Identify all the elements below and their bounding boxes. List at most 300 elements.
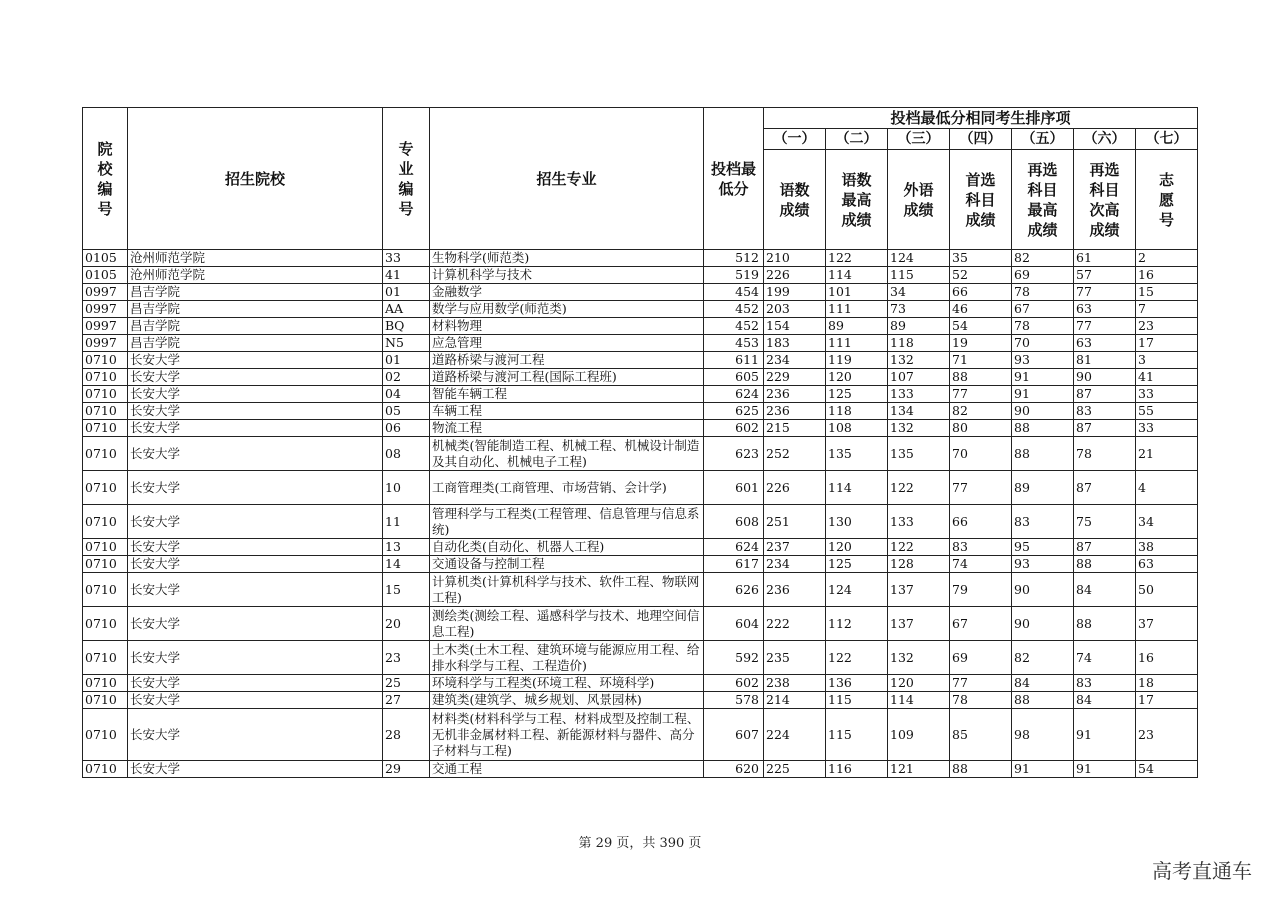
cell-major-code: 08 [383,437,430,471]
cell-order-3: 89 [888,318,950,335]
cell-school-name: 长安大学 [128,437,383,471]
cell-order-6: 83 [1074,403,1136,420]
cell-major-code: 13 [383,539,430,556]
cell-school-name: 长安大学 [128,692,383,709]
header-item-4: 首选科目成绩 [950,150,1012,250]
cell-order-4: 46 [950,301,1012,318]
cell-major-code: AA [383,301,430,318]
cell-order-2: 89 [826,318,888,335]
cell-min-score: 626 [704,573,764,607]
cell-major-code: 06 [383,420,430,437]
cell-order-3: 109 [888,709,950,761]
cell-order-5: 88 [1012,420,1074,437]
cell-major-name: 计算机类(计算机科学与技术、软件工程、物联网工程) [430,573,704,607]
cell-order-1: 251 [764,505,826,539]
cell-min-score: 623 [704,437,764,471]
cell-order-7: 55 [1136,403,1198,420]
table-row [83,352,1198,369]
cell-order-4: 70 [950,437,1012,471]
header-school-name: 招生院校 [128,108,383,250]
cell-order-5: 91 [1012,386,1074,403]
cell-order-6: 87 [1074,386,1136,403]
cell-major-code: 01 [383,284,430,301]
cell-min-score: 452 [704,318,764,335]
table-row [83,403,1198,420]
cell-order-1: 238 [764,675,826,692]
cell-order-6: 83 [1074,675,1136,692]
cell-major-name: 管理科学与工程类(工程管理、信息管理与信息系统) [430,505,704,539]
cell-school-name: 昌吉学院 [128,318,383,335]
cell-min-score: 605 [704,369,764,386]
cell-order-3: 120 [888,675,950,692]
cell-order-4: 35 [950,250,1012,267]
cell-order-7: 21 [1136,437,1198,471]
cell-order-2: 112 [826,607,888,641]
cell-major-name: 交通工程 [430,761,704,778]
header-item-2: 语数最高成绩 [826,150,888,250]
cell-order-7: 17 [1136,692,1198,709]
cell-order-3: 114 [888,692,950,709]
cell-order-1: 236 [764,403,826,420]
cell-order-6: 63 [1074,335,1136,352]
cell-major-code: N5 [383,335,430,352]
cell-min-score: 602 [704,420,764,437]
table-row [83,505,1198,539]
cell-school-code: 0710 [83,352,128,369]
cell-order-5: 88 [1012,437,1074,471]
cell-order-1: 235 [764,641,826,675]
cell-school-code: 0997 [83,301,128,318]
cell-order-3: 124 [888,250,950,267]
cell-order-2: 114 [826,267,888,284]
table-row [83,675,1198,692]
cell-major-name: 金融数学 [430,284,704,301]
cell-school-name: 沧州师范学院 [128,250,383,267]
cell-order-6: 77 [1074,284,1136,301]
cell-major-code: 14 [383,556,430,573]
cell-major-code: 33 [383,250,430,267]
cell-order-7: 23 [1136,709,1198,761]
cell-major-name: 车辆工程 [430,403,704,420]
cell-major-name: 环境科学与工程类(环境工程、环境科学) [430,675,704,692]
cell-order-6: 87 [1074,471,1136,505]
cell-order-2: 115 [826,709,888,761]
cell-order-2: 130 [826,505,888,539]
cell-order-4: 82 [950,403,1012,420]
cell-order-1: 222 [764,607,826,641]
cell-order-6: 63 [1074,301,1136,318]
cell-order-7: 50 [1136,573,1198,607]
cell-order-1: 226 [764,471,826,505]
cell-order-5: 90 [1012,607,1074,641]
cell-major-code: 23 [383,641,430,675]
cell-min-score: 620 [704,761,764,778]
cell-school-code: 0710 [83,556,128,573]
table-row [83,471,1198,505]
cell-order-7: 15 [1136,284,1198,301]
cell-school-name: 长安大学 [128,761,383,778]
cell-order-4: 54 [950,318,1012,335]
cell-order-7: 54 [1136,761,1198,778]
cell-major-name: 应急管理 [430,335,704,352]
cell-school-code: 0105 [83,250,128,267]
cell-school-name: 长安大学 [128,471,383,505]
cell-order-7: 16 [1136,267,1198,284]
table-row [83,761,1198,778]
cell-min-score: 512 [704,250,764,267]
header-order-2: （二） [826,129,888,150]
cell-major-code: 04 [383,386,430,403]
cell-order-1: 226 [764,267,826,284]
cell-order-5: 91 [1012,369,1074,386]
cell-major-name: 材料物理 [430,318,704,335]
cell-major-name: 测绘类(测绘工程、遥感科学与技术、地理空间信息工程) [430,607,704,641]
cell-major-code: 01 [383,352,430,369]
cell-order-4: 88 [950,369,1012,386]
cell-school-name: 长安大学 [128,675,383,692]
watermark: 高考直通车 [1152,859,1252,883]
cell-order-4: 77 [950,471,1012,505]
cell-order-2: 135 [826,437,888,471]
cell-min-score: 452 [704,301,764,318]
cell-school-name: 昌吉学院 [128,335,383,352]
cell-order-4: 79 [950,573,1012,607]
cell-order-7: 17 [1136,335,1198,352]
header-order-7: （七） [1136,129,1198,150]
cell-order-1: 224 [764,709,826,761]
cell-order-4: 67 [950,607,1012,641]
cell-order-3: 135 [888,437,950,471]
header-order-4: （四） [950,129,1012,150]
table-row [83,284,1198,301]
cell-order-2: 115 [826,692,888,709]
cell-school-code: 0710 [83,386,128,403]
cell-school-name: 长安大学 [128,539,383,556]
cell-order-5: 83 [1012,505,1074,539]
cell-order-3: 133 [888,505,950,539]
header-order-6: （六） [1074,129,1136,150]
cell-order-5: 90 [1012,573,1074,607]
cell-order-4: 66 [950,284,1012,301]
cell-school-code: 0710 [83,573,128,607]
cell-school-name: 长安大学 [128,709,383,761]
table-row [83,641,1198,675]
cell-order-2: 136 [826,675,888,692]
cell-order-3: 132 [888,641,950,675]
cell-order-2: 124 [826,573,888,607]
cell-order-6: 91 [1074,761,1136,778]
cell-order-2: 125 [826,556,888,573]
cell-order-6: 84 [1074,692,1136,709]
cell-order-5: 78 [1012,318,1074,335]
cell-order-6: 87 [1074,539,1136,556]
cell-order-1: 215 [764,420,826,437]
cell-order-5: 88 [1012,692,1074,709]
cell-order-1: 234 [764,556,826,573]
cell-order-2: 119 [826,352,888,369]
table-row [83,709,1198,761]
cell-school-code: 0997 [83,284,128,301]
header-item-7: 志愿号 [1136,150,1198,250]
cell-min-score: 592 [704,641,764,675]
cell-order-4: 78 [950,692,1012,709]
cell-order-3: 133 [888,386,950,403]
cell-order-1: 183 [764,335,826,352]
cell-order-5: 70 [1012,335,1074,352]
cell-order-1: 234 [764,352,826,369]
cell-order-1: 214 [764,692,826,709]
cell-order-4: 69 [950,641,1012,675]
cell-order-6: 77 [1074,318,1136,335]
cell-order-6: 91 [1074,709,1136,761]
header-order-1: （一） [764,129,826,150]
cell-school-name: 长安大学 [128,573,383,607]
cell-order-5: 84 [1012,675,1074,692]
cell-major-name: 交通设备与控制工程 [430,556,704,573]
table-row [83,335,1198,352]
cell-major-code: BQ [383,318,430,335]
cell-order-4: 77 [950,386,1012,403]
cell-min-score: 602 [704,675,764,692]
table-row [83,607,1198,641]
cell-min-score: 454 [704,284,764,301]
table-row [83,267,1198,284]
table-row [83,692,1198,709]
cell-major-name: 道路桥梁与渡河工程 [430,352,704,369]
cell-school-name: 长安大学 [128,641,383,675]
cell-min-score: 607 [704,709,764,761]
cell-order-5: 78 [1012,284,1074,301]
header-tiebreak-title: 投档最低分相同考生排序项 [764,108,1198,129]
cell-major-code: 25 [383,675,430,692]
cell-school-code: 0710 [83,761,128,778]
cell-order-3: 118 [888,335,950,352]
cell-order-7: 33 [1136,420,1198,437]
cell-major-name: 智能车辆工程 [430,386,704,403]
table-row [83,250,1198,267]
cell-order-7: 18 [1136,675,1198,692]
cell-school-name: 长安大学 [128,352,383,369]
cell-order-5: 67 [1012,301,1074,318]
admission-score-table [82,107,1198,778]
cell-major-code: 20 [383,607,430,641]
cell-min-score: 625 [704,403,764,420]
cell-min-score: 611 [704,352,764,369]
header-major-code: 专业编号 [383,108,430,250]
cell-order-3: 34 [888,284,950,301]
cell-major-code: 27 [383,692,430,709]
cell-order-4: 83 [950,539,1012,556]
cell-order-2: 122 [826,641,888,675]
cell-school-name: 昌吉学院 [128,301,383,318]
cell-min-score: 624 [704,539,764,556]
cell-school-name: 长安大学 [128,505,383,539]
cell-school-code: 0710 [83,709,128,761]
cell-major-name: 建筑类(建筑学、城乡规划、风景园林) [430,692,704,709]
cell-school-code: 0710 [83,641,128,675]
cell-school-code: 0710 [83,692,128,709]
cell-order-7: 2 [1136,250,1198,267]
cell-order-3: 115 [888,267,950,284]
cell-min-score: 519 [704,267,764,284]
cell-major-name: 计算机科学与技术 [430,267,704,284]
cell-major-code: 15 [383,573,430,607]
cell-order-2: 120 [826,539,888,556]
cell-major-name: 土木类(土木工程、建筑环境与能源应用工程、给排水科学与工程、工程造价) [430,641,704,675]
table-row [83,301,1198,318]
cell-major-code: 10 [383,471,430,505]
cell-major-name: 生物科学(师范类) [430,250,704,267]
cell-school-name: 沧州师范学院 [128,267,383,284]
cell-order-2: 101 [826,284,888,301]
cell-order-4: 74 [950,556,1012,573]
cell-order-6: 74 [1074,641,1136,675]
header-item-1: 语数成绩 [764,150,826,250]
cell-order-2: 122 [826,250,888,267]
cell-order-1: 229 [764,369,826,386]
cell-school-name: 长安大学 [128,420,383,437]
cell-order-1: 225 [764,761,826,778]
cell-order-7: 23 [1136,318,1198,335]
cell-min-score: 624 [704,386,764,403]
cell-order-5: 90 [1012,403,1074,420]
cell-order-2: 108 [826,420,888,437]
cell-order-6: 88 [1074,607,1136,641]
cell-order-2: 120 [826,369,888,386]
header-order-3: （三） [888,129,950,150]
cell-order-5: 69 [1012,267,1074,284]
cell-order-7: 63 [1136,556,1198,573]
cell-major-code: 29 [383,761,430,778]
cell-order-4: 52 [950,267,1012,284]
cell-major-name: 材料类(材料科学与工程、材料成型及控制工程、无机非金属材料工程、新能源材料与器件、高分子材料与工程) [430,709,704,761]
cell-school-code: 0710 [83,437,128,471]
cell-order-6: 81 [1074,352,1136,369]
header-school-code: 院校编号 [83,108,128,250]
header-item-6: 再选科目次高成绩 [1074,150,1136,250]
cell-order-4: 80 [950,420,1012,437]
cell-major-name: 自动化类(自动化、机器人工程) [430,539,704,556]
cell-order-4: 85 [950,709,1012,761]
cell-order-2: 116 [826,761,888,778]
cell-order-3: 137 [888,607,950,641]
table-row [83,369,1198,386]
cell-order-5: 82 [1012,250,1074,267]
cell-order-2: 114 [826,471,888,505]
cell-order-6: 90 [1074,369,1136,386]
cell-school-code: 0710 [83,369,128,386]
cell-order-1: 252 [764,437,826,471]
cell-school-code: 0710 [83,505,128,539]
table-row [83,420,1198,437]
cell-order-4: 19 [950,335,1012,352]
cell-order-6: 87 [1074,420,1136,437]
cell-order-2: 111 [826,335,888,352]
cell-order-2: 118 [826,403,888,420]
cell-order-7: 33 [1136,386,1198,403]
cell-major-code: 28 [383,709,430,761]
cell-order-7: 38 [1136,539,1198,556]
cell-min-score: 608 [704,505,764,539]
cell-order-3: 134 [888,403,950,420]
cell-major-name: 道路桥梁与渡河工程(国际工程班) [430,369,704,386]
table-row [83,318,1198,335]
cell-school-code: 0105 [83,267,128,284]
cell-school-code: 0710 [83,607,128,641]
cell-order-4: 71 [950,352,1012,369]
cell-school-code: 0710 [83,420,128,437]
cell-major-code: 11 [383,505,430,539]
cell-order-2: 111 [826,301,888,318]
table-row [83,573,1198,607]
cell-order-7: 4 [1136,471,1198,505]
cell-school-name: 长安大学 [128,556,383,573]
cell-order-3: 132 [888,352,950,369]
header-min-score: 投档最低分 [704,108,764,250]
cell-order-7: 41 [1136,369,1198,386]
cell-order-4: 66 [950,505,1012,539]
cell-order-3: 122 [888,539,950,556]
cell-order-5: 98 [1012,709,1074,761]
cell-order-3: 73 [888,301,950,318]
cell-order-1: 236 [764,386,826,403]
cell-order-3: 132 [888,420,950,437]
header-major-name: 招生专业 [430,108,704,250]
cell-school-code: 0997 [83,318,128,335]
header-item-3: 外语成绩 [888,150,950,250]
page-footer: 第 29 页，共 390 页 [578,836,702,851]
cell-order-5: 95 [1012,539,1074,556]
cell-order-3: 128 [888,556,950,573]
table-row [83,539,1198,556]
cell-major-name: 机械类(智能制造工程、机械工程、机械设计制造及其自动化、机械电子工程) [430,437,704,471]
cell-min-score: 617 [704,556,764,573]
cell-order-6: 57 [1074,267,1136,284]
cell-major-code: 02 [383,369,430,386]
cell-order-7: 3 [1136,352,1198,369]
cell-order-3: 122 [888,471,950,505]
header-order-5: （五） [1012,129,1074,150]
cell-order-7: 16 [1136,641,1198,675]
cell-order-1: 237 [764,539,826,556]
cell-order-6: 75 [1074,505,1136,539]
cell-school-code: 0710 [83,675,128,692]
cell-order-6: 61 [1074,250,1136,267]
cell-school-name: 长安大学 [128,403,383,420]
cell-school-name: 长安大学 [128,369,383,386]
cell-min-score: 453 [704,335,764,352]
cell-order-6: 88 [1074,556,1136,573]
cell-order-1: 154 [764,318,826,335]
cell-order-6: 78 [1074,437,1136,471]
cell-order-4: 88 [950,761,1012,778]
cell-order-7: 7 [1136,301,1198,318]
cell-order-7: 37 [1136,607,1198,641]
cell-order-5: 91 [1012,761,1074,778]
header-item-5: 再选科目最高成绩 [1012,150,1074,250]
cell-school-name: 长安大学 [128,386,383,403]
cell-school-code: 0997 [83,335,128,352]
cell-order-1: 210 [764,250,826,267]
cell-order-5: 89 [1012,471,1074,505]
cell-major-name: 物流工程 [430,420,704,437]
cell-order-3: 107 [888,369,950,386]
cell-order-3: 121 [888,761,950,778]
cell-major-code: 41 [383,267,430,284]
cell-order-1: 203 [764,301,826,318]
table-row [83,556,1198,573]
cell-order-1: 236 [764,573,826,607]
